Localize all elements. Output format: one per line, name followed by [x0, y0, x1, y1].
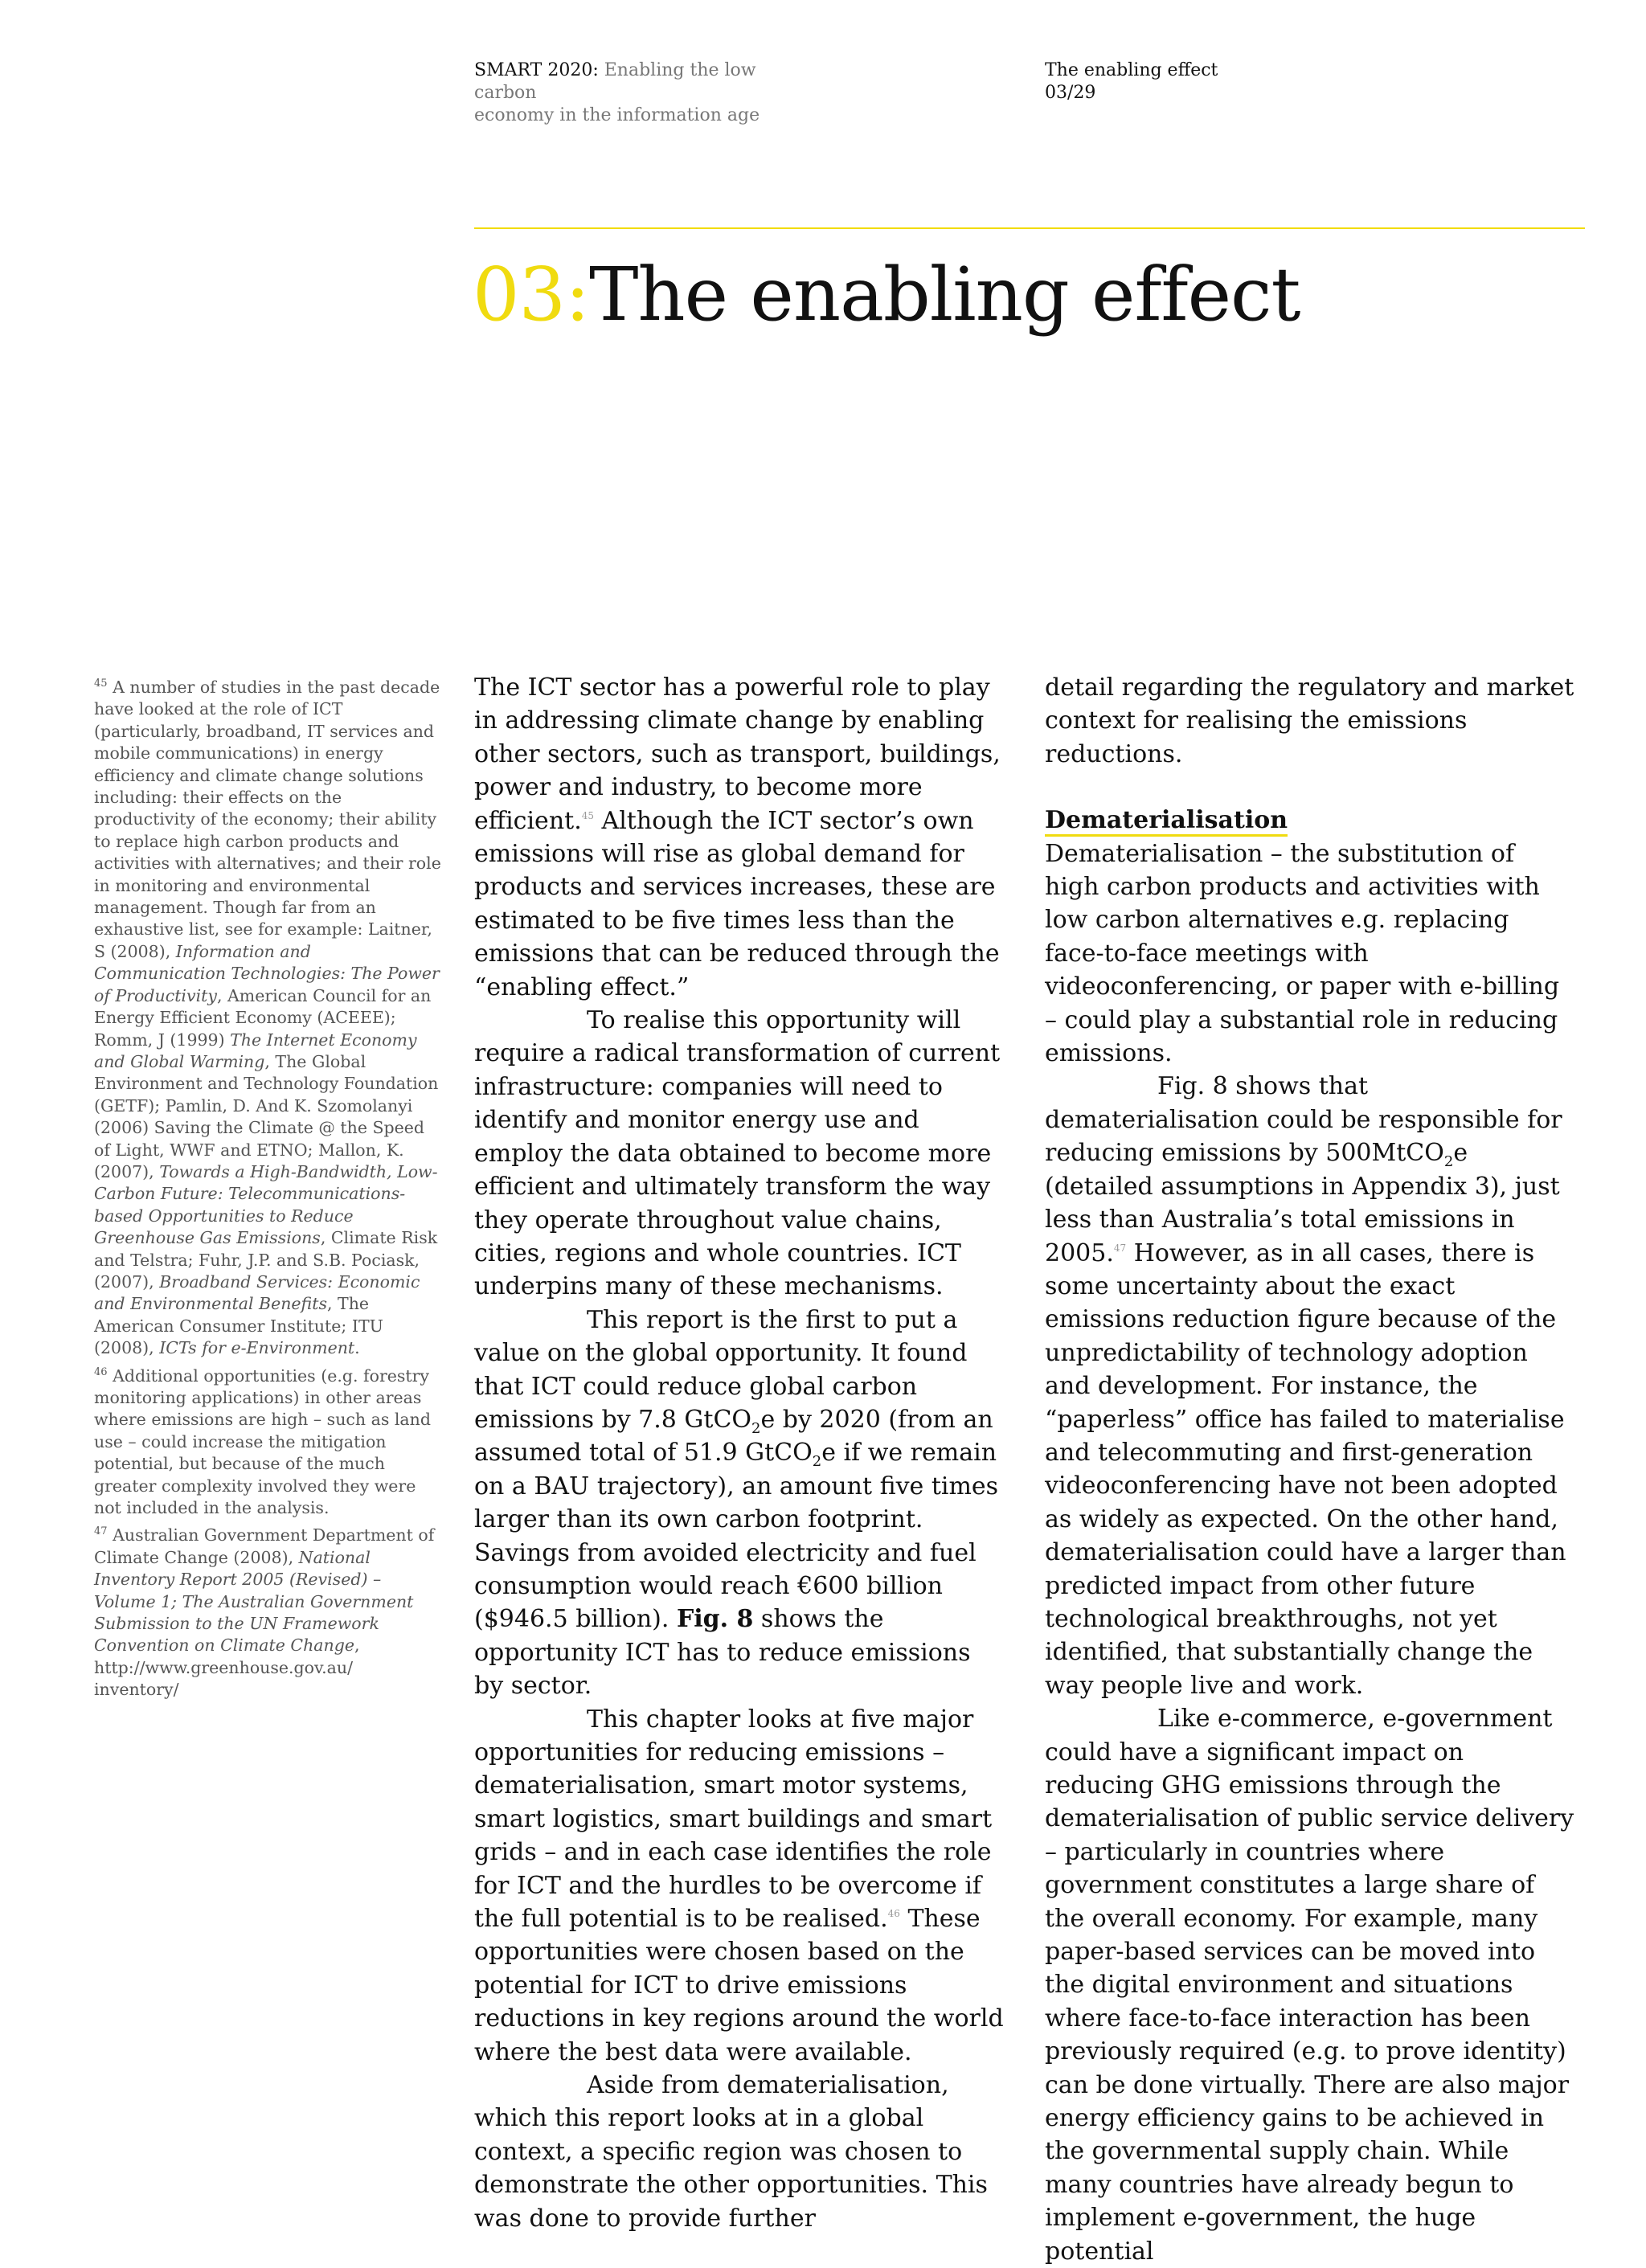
paragraph: Aside from dematerialisation, which this report looks at in a global context, a specific region was chosen to demonstrate the other opportunities. This was done to provide further: [474, 2071, 988, 2233]
section-heading: [1045, 804, 1575, 837]
footnote-number: 45: [94, 678, 108, 690]
footnote-text: Australian Government Department of Climate Change (2008),: [94, 1525, 435, 1567]
text-run: e by 2020 (from an assumed total of 51.9 GtCO: [474, 1405, 993, 1468]
footnote-text: , Climate Risk and Telstra; Fuhr, J.P. and S.B. Pociask, (2007),: [94, 1228, 438, 1292]
footnote-citation: Information and Communication Technologies: The Power of Productivity: [94, 941, 440, 1005]
body-column-1: [474, 671, 1005, 2235]
footnote-number: 47: [94, 1525, 108, 1538]
section-name: The enabling effect: [1045, 60, 1218, 80]
paragraph: [474, 1703, 1005, 2069]
body-column-2: [1045, 671, 1575, 2268]
page-title: [473, 251, 1300, 339]
footnote-citation: ICTs for e-Environment: [159, 1338, 355, 1358]
footnote-text: , http://www.greenhouse.gov.au/ inventory/: [94, 1635, 360, 1700]
report-subtitle-line1: Enabling the low carbon: [474, 60, 756, 103]
footnote-text: , The Global Environment and Technology Foundation (GETF); Pamlin, D. And K. Szomolanyi (2006) Saving the Climate @ the Speed of Light, WWF and ETNO; Mallon, K. (2007),: [94, 1051, 439, 1181]
footnote-citation: Broadband Services: Economic and Environmental Benefits: [94, 1271, 420, 1314]
text-run: However, as in all cases, there is some uncertainty about the exact emissions reduction figure because of the unpredictability of technology adoption and development. For instance, the “paperless” office has failed to materialise and telecommuting and first-generation videoconferencing have not been adopted as widely as expected. On the other hand, dematerialisation could have a larger than predicted impact from other future technological breakthroughs, not yet identified, that substantially change the way people live and work.: [1045, 1238, 1566, 1700]
paragraph: [1045, 1070, 1575, 1702]
footnote-text: .: [354, 1338, 360, 1358]
subscript: 2: [1443, 1153, 1454, 1171]
chapter-title: The enabling effect: [589, 252, 1300, 338]
paragraph: detail regarding the regulatory and market context for realising the emissions reductions.: [1045, 673, 1574, 768]
footnote-ref-45[interactable]: 45: [581, 809, 595, 821]
paragraph: [474, 671, 1005, 1004]
running-header-right: [1045, 59, 1286, 104]
header-rule: [474, 227, 1585, 229]
chapter-number: 03:: [473, 252, 590, 338]
footnote-citation: The Internet Economy and Global Warming: [94, 1030, 417, 1071]
footnote-ref-47[interactable]: 47: [1113, 1242, 1127, 1254]
text-run: Fig. 8 shows that dematerialisation could be responsible for reducing emissions by 500MtCO: [1045, 1072, 1562, 1168]
text-run: shows the opportunity ICT has to reduce emissions by sector.: [474, 1605, 971, 1701]
text-run: Although the ICT sector’s own emissions will rise as global demand for products and services increases, these are estimated to be five times less than the emissions that can be reduced through the “enabling effect.”: [474, 806, 1000, 1001]
footnote-46: [94, 1365, 441, 1520]
text-run: These opportunities were chosen based on the potential for ICT to drive emissions reductions in key regions around the world where the best data were available.: [474, 1905, 1004, 2066]
footnote-45: [94, 677, 441, 1360]
paragraph: Like e-commerce, e-government could have a significant impact on reducing GHG emissions through the dematerialisation of public service delivery – particularly in countries where government constitutes a large share of the overall economy. For example, many paper-based services can be moved into the digital environment and situations where face-to-face interaction has been previously required (e.g. to prove identity) can be done virtually. There are also major energy efficiency gains to be achieved in the governmental supply chain. While many countries have already begun to implement e-government, the huge potential: [1045, 1705, 1574, 2266]
page-number: 03/29: [1045, 83, 1096, 103]
subscript: 2: [812, 1453, 822, 1471]
text-run: e (detailed assumptions in Appendix 3), just less than Australia’s total emissions in 2005.: [1045, 1139, 1560, 1267]
paragraph: To realise this opportunity will require a radical transformation of current infrastructure: companies will need to identify and monitor energy use and employ the data obtained to become more efficient and ultimately transform the way they operate throughout value chains, cities, regions and whole countries. ICT underpins many of these mechanisms.: [474, 1006, 1001, 1301]
footnote-text: , The American Consumer Institute; ITU (2008),: [94, 1294, 383, 1358]
text-run: The ICT sector has a powerful role to play in addressing climate change by enabling other sectors, such as transport, buildings, power and industry, to become more efficient.: [474, 673, 1001, 835]
paragraph: [474, 1304, 1005, 1703]
footnote-47: [94, 1525, 441, 1701]
paragraph: Dematerialisation – the substitution of high carbon products and activities with low carbon alternatives e.g. replacing face-to-face meetings with videoconferencing, or paper with e-billing – could play a substantial role in reducing emissions.: [1045, 839, 1560, 1068]
footnotes: [94, 677, 441, 1707]
figure-reference[interactable]: Fig. 8: [676, 1605, 754, 1634]
running-header-left: [474, 59, 812, 127]
footnote-ref-46[interactable]: 46: [887, 1908, 900, 1920]
text-run: This report is the first to put a value on the global opportunity. It found that ICT could reduce global carbon emissions by 7.8 GtCO: [474, 1305, 968, 1434]
footnote-text: Additional opportunities (e.g. forestry monitoring applications) in other areas where emissions are high – such as land use – could increase the mitigation potential, but because of the much greater complexity involved they were not included in the analysis.: [94, 1365, 431, 1518]
report-name: SMART 2020:: [474, 60, 599, 80]
footnote-text: , American Council for an Energy Efficient Economy (ACEEE); Romm, J (1999): [94, 985, 432, 1050]
text-run: This chapter looks at five major opportunities for reducing emissions – dematerialisation, smart motor systems, smart logistics, smart buildings and smart grids – and in each case identifies the role for ICT and the hurdles to be overcome if the full potential is to be realised.: [474, 1705, 993, 1934]
subscript: 2: [751, 1419, 761, 1437]
footnote-citation: Towards a High-Bandwidth, Low-Carbon Future: Telecommunications-based Opportunities to Reduce Greenhouse Gas Emissions: [94, 1161, 438, 1248]
footnote-citation: National Inventory Report 2005 (Revised) – Volume 1; The Australian Government Submission to the UN Framework Convention on Climate Change: [94, 1547, 414, 1656]
footnote-number: 46: [94, 1365, 108, 1378]
report-subtitle-line2: economy in the information age: [474, 105, 760, 125]
text-run: e if we remain on a BAU trajectory), an amount five times larger than its own carbon footprint. Savings from avoided electricity and fuel consumption would reach €600 billion ($946.5 billion).: [474, 1439, 999, 1634]
footnote-text: A number of studies in the past decade have looked at the role of ICT (particularly, broadband, IT services and mobile communications) in energy efficiency and climate change solutions including: their effects on the productivity of the economy; their ability to replace high carbon products and activities with alternatives; and their role in monitoring and environmental management. Though far from an exhaustive list, see for example: Laitner, S (2008),: [94, 678, 441, 961]
section-heading-text: Dematerialisation: [1045, 806, 1288, 837]
